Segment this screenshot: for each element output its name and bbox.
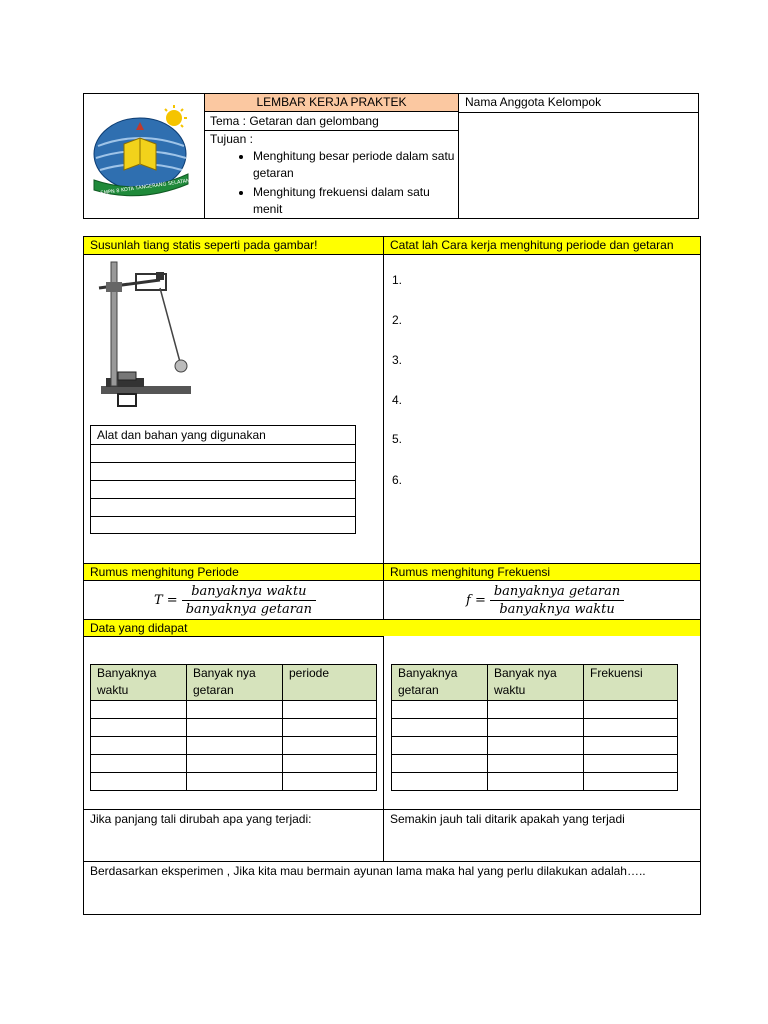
table-cell[interactable] bbox=[488, 701, 584, 719]
table-cell[interactable] bbox=[283, 719, 377, 737]
freq-numerator: banyaknya getaran bbox=[490, 583, 624, 601]
table-cell[interactable] bbox=[187, 755, 283, 773]
members-label-underline bbox=[459, 112, 699, 113]
table-cell[interactable] bbox=[584, 719, 678, 737]
table-cell[interactable] bbox=[283, 773, 377, 791]
stand-rod bbox=[111, 262, 117, 386]
table-cell[interactable] bbox=[187, 773, 283, 791]
col-header: Frekuensi bbox=[584, 665, 678, 701]
school-logo bbox=[88, 104, 200, 202]
freq-formula-label-text: Rumus menghitung Frekuensi bbox=[390, 565, 551, 579]
table-row bbox=[91, 755, 377, 773]
main-divider bbox=[383, 236, 384, 862]
data-label-underline bbox=[84, 636, 384, 637]
period-formula-label bbox=[84, 563, 383, 581]
data-label-text: Data yang didapat bbox=[90, 621, 188, 635]
pendulum-string bbox=[160, 288, 180, 362]
question-1: Jika panjang tali dirubah apa yang terjadi: bbox=[90, 812, 312, 826]
table-cell[interactable] bbox=[91, 701, 187, 719]
base-plate bbox=[101, 386, 191, 394]
step-5: 5. bbox=[392, 432, 403, 446]
tujuan-label: Tujuan : bbox=[210, 132, 253, 146]
table-row bbox=[392, 701, 678, 719]
svg-text:SMPN 8 KOTA TANGERANG SELATAN: SMPN 8 KOTA TANGERANG SELATAN bbox=[100, 178, 191, 197]
freq-denominator: banyaknya waktu bbox=[499, 601, 615, 617]
period-denominator: banyaknya getaran bbox=[185, 601, 313, 617]
table-cell[interactable] bbox=[584, 755, 678, 773]
tujuan-item-1: • Menghitung besar periode dalam satu getaran bbox=[253, 148, 455, 182]
table-cell[interactable] bbox=[392, 755, 488, 773]
tools-row bbox=[91, 462, 355, 463]
question-row-divider bbox=[84, 809, 700, 810]
table-row bbox=[91, 773, 377, 791]
question-3: Berdasarkan eksperimen , Jika kita mau bermain ayunan lama maka hal yang perlu dilakukan adalah….. bbox=[90, 864, 646, 878]
left-instruction-text: Susunlah tiang statis seperti pada gambar! bbox=[90, 238, 318, 252]
table-row bbox=[91, 719, 377, 737]
period-data-table bbox=[90, 664, 377, 791]
tools-row bbox=[91, 444, 355, 445]
table-cell[interactable] bbox=[488, 755, 584, 773]
col-header: periode bbox=[283, 665, 377, 701]
table-cell[interactable] bbox=[392, 737, 488, 755]
tema-row bbox=[205, 112, 458, 131]
step-4: 4. bbox=[392, 393, 403, 407]
freq-formula-label bbox=[384, 563, 700, 581]
freq-formula bbox=[466, 582, 624, 618]
table-cell[interactable] bbox=[91, 719, 187, 737]
right-instruction bbox=[384, 237, 700, 255]
tema-text: Tema : Getaran dan gelombang bbox=[210, 114, 379, 128]
table-row bbox=[91, 737, 377, 755]
table-row bbox=[392, 719, 678, 737]
freq-symbol: f = bbox=[466, 592, 486, 608]
table-cell[interactable] bbox=[488, 773, 584, 791]
table-cell[interactable] bbox=[392, 773, 488, 791]
data-label bbox=[84, 619, 700, 636]
logo-sun-icon bbox=[165, 105, 187, 127]
members-label: Nama Anggota Kelompok bbox=[465, 95, 602, 109]
table-header-row bbox=[392, 665, 678, 701]
step-1: 1. bbox=[392, 273, 403, 287]
table-row bbox=[392, 773, 678, 791]
table-cell[interactable] bbox=[488, 719, 584, 737]
period-symbol: T = bbox=[154, 592, 178, 608]
table-cell[interactable] bbox=[91, 737, 187, 755]
question-2: Semakin jauh tali ditarik apakah yang terjadi bbox=[390, 812, 625, 826]
table-cell[interactable] bbox=[187, 701, 283, 719]
tools-row bbox=[91, 498, 355, 499]
tujuan-list bbox=[205, 148, 455, 218]
table-cell[interactable] bbox=[584, 773, 678, 791]
pendulum-illustration bbox=[96, 258, 196, 414]
period-formula bbox=[154, 582, 316, 618]
table-cell[interactable] bbox=[392, 701, 488, 719]
tools-row bbox=[91, 480, 355, 481]
question-3-divider bbox=[84, 861, 700, 862]
worksheet-title: LEMBAR KERJA PRAKTEK bbox=[205, 94, 458, 112]
left-instruction bbox=[84, 237, 383, 255]
table-cell[interactable] bbox=[283, 755, 377, 773]
table-row bbox=[91, 701, 377, 719]
col-header: Banyaknya waktu bbox=[91, 665, 187, 701]
right-instruction-text: Catat lah Cara kerja menghitung periode dan getaran bbox=[390, 238, 674, 252]
tools-table bbox=[90, 425, 356, 534]
table-row bbox=[392, 755, 678, 773]
col-header: Banyaknya getaran bbox=[392, 665, 488, 701]
step-6: 6. bbox=[392, 473, 403, 487]
period-formula-label-text: Rumus menghitung Periode bbox=[90, 565, 239, 579]
period-numerator: banyaknya waktu bbox=[182, 583, 316, 601]
frequency-data-table bbox=[391, 664, 678, 791]
table-cell[interactable] bbox=[91, 773, 187, 791]
table-row bbox=[392, 737, 678, 755]
tujuan-item-2: • Menghitung frekuensi dalam satu menit bbox=[253, 184, 455, 218]
step-2: 2. bbox=[392, 313, 403, 327]
period-fraction bbox=[182, 583, 316, 618]
table-cell[interactable] bbox=[91, 755, 187, 773]
table-cell[interactable] bbox=[488, 737, 584, 755]
table-header-row bbox=[91, 665, 377, 701]
tools-row bbox=[91, 516, 355, 517]
tools-header: Alat dan bahan yang digunakan bbox=[97, 428, 266, 442]
table-cell[interactable] bbox=[283, 737, 377, 755]
col-header: Banyak nya getaran bbox=[187, 665, 283, 701]
table-cell[interactable] bbox=[392, 719, 488, 737]
freq-fraction bbox=[490, 583, 624, 618]
table-cell[interactable] bbox=[584, 701, 678, 719]
pendulum-bob bbox=[175, 360, 187, 372]
table-cell[interactable] bbox=[187, 737, 283, 755]
step-3: 3. bbox=[392, 353, 403, 367]
table-cell[interactable] bbox=[187, 719, 283, 737]
table-cell[interactable] bbox=[584, 737, 678, 755]
table-cell[interactable] bbox=[283, 701, 377, 719]
col-header: Banyak nya waktu bbox=[488, 665, 584, 701]
